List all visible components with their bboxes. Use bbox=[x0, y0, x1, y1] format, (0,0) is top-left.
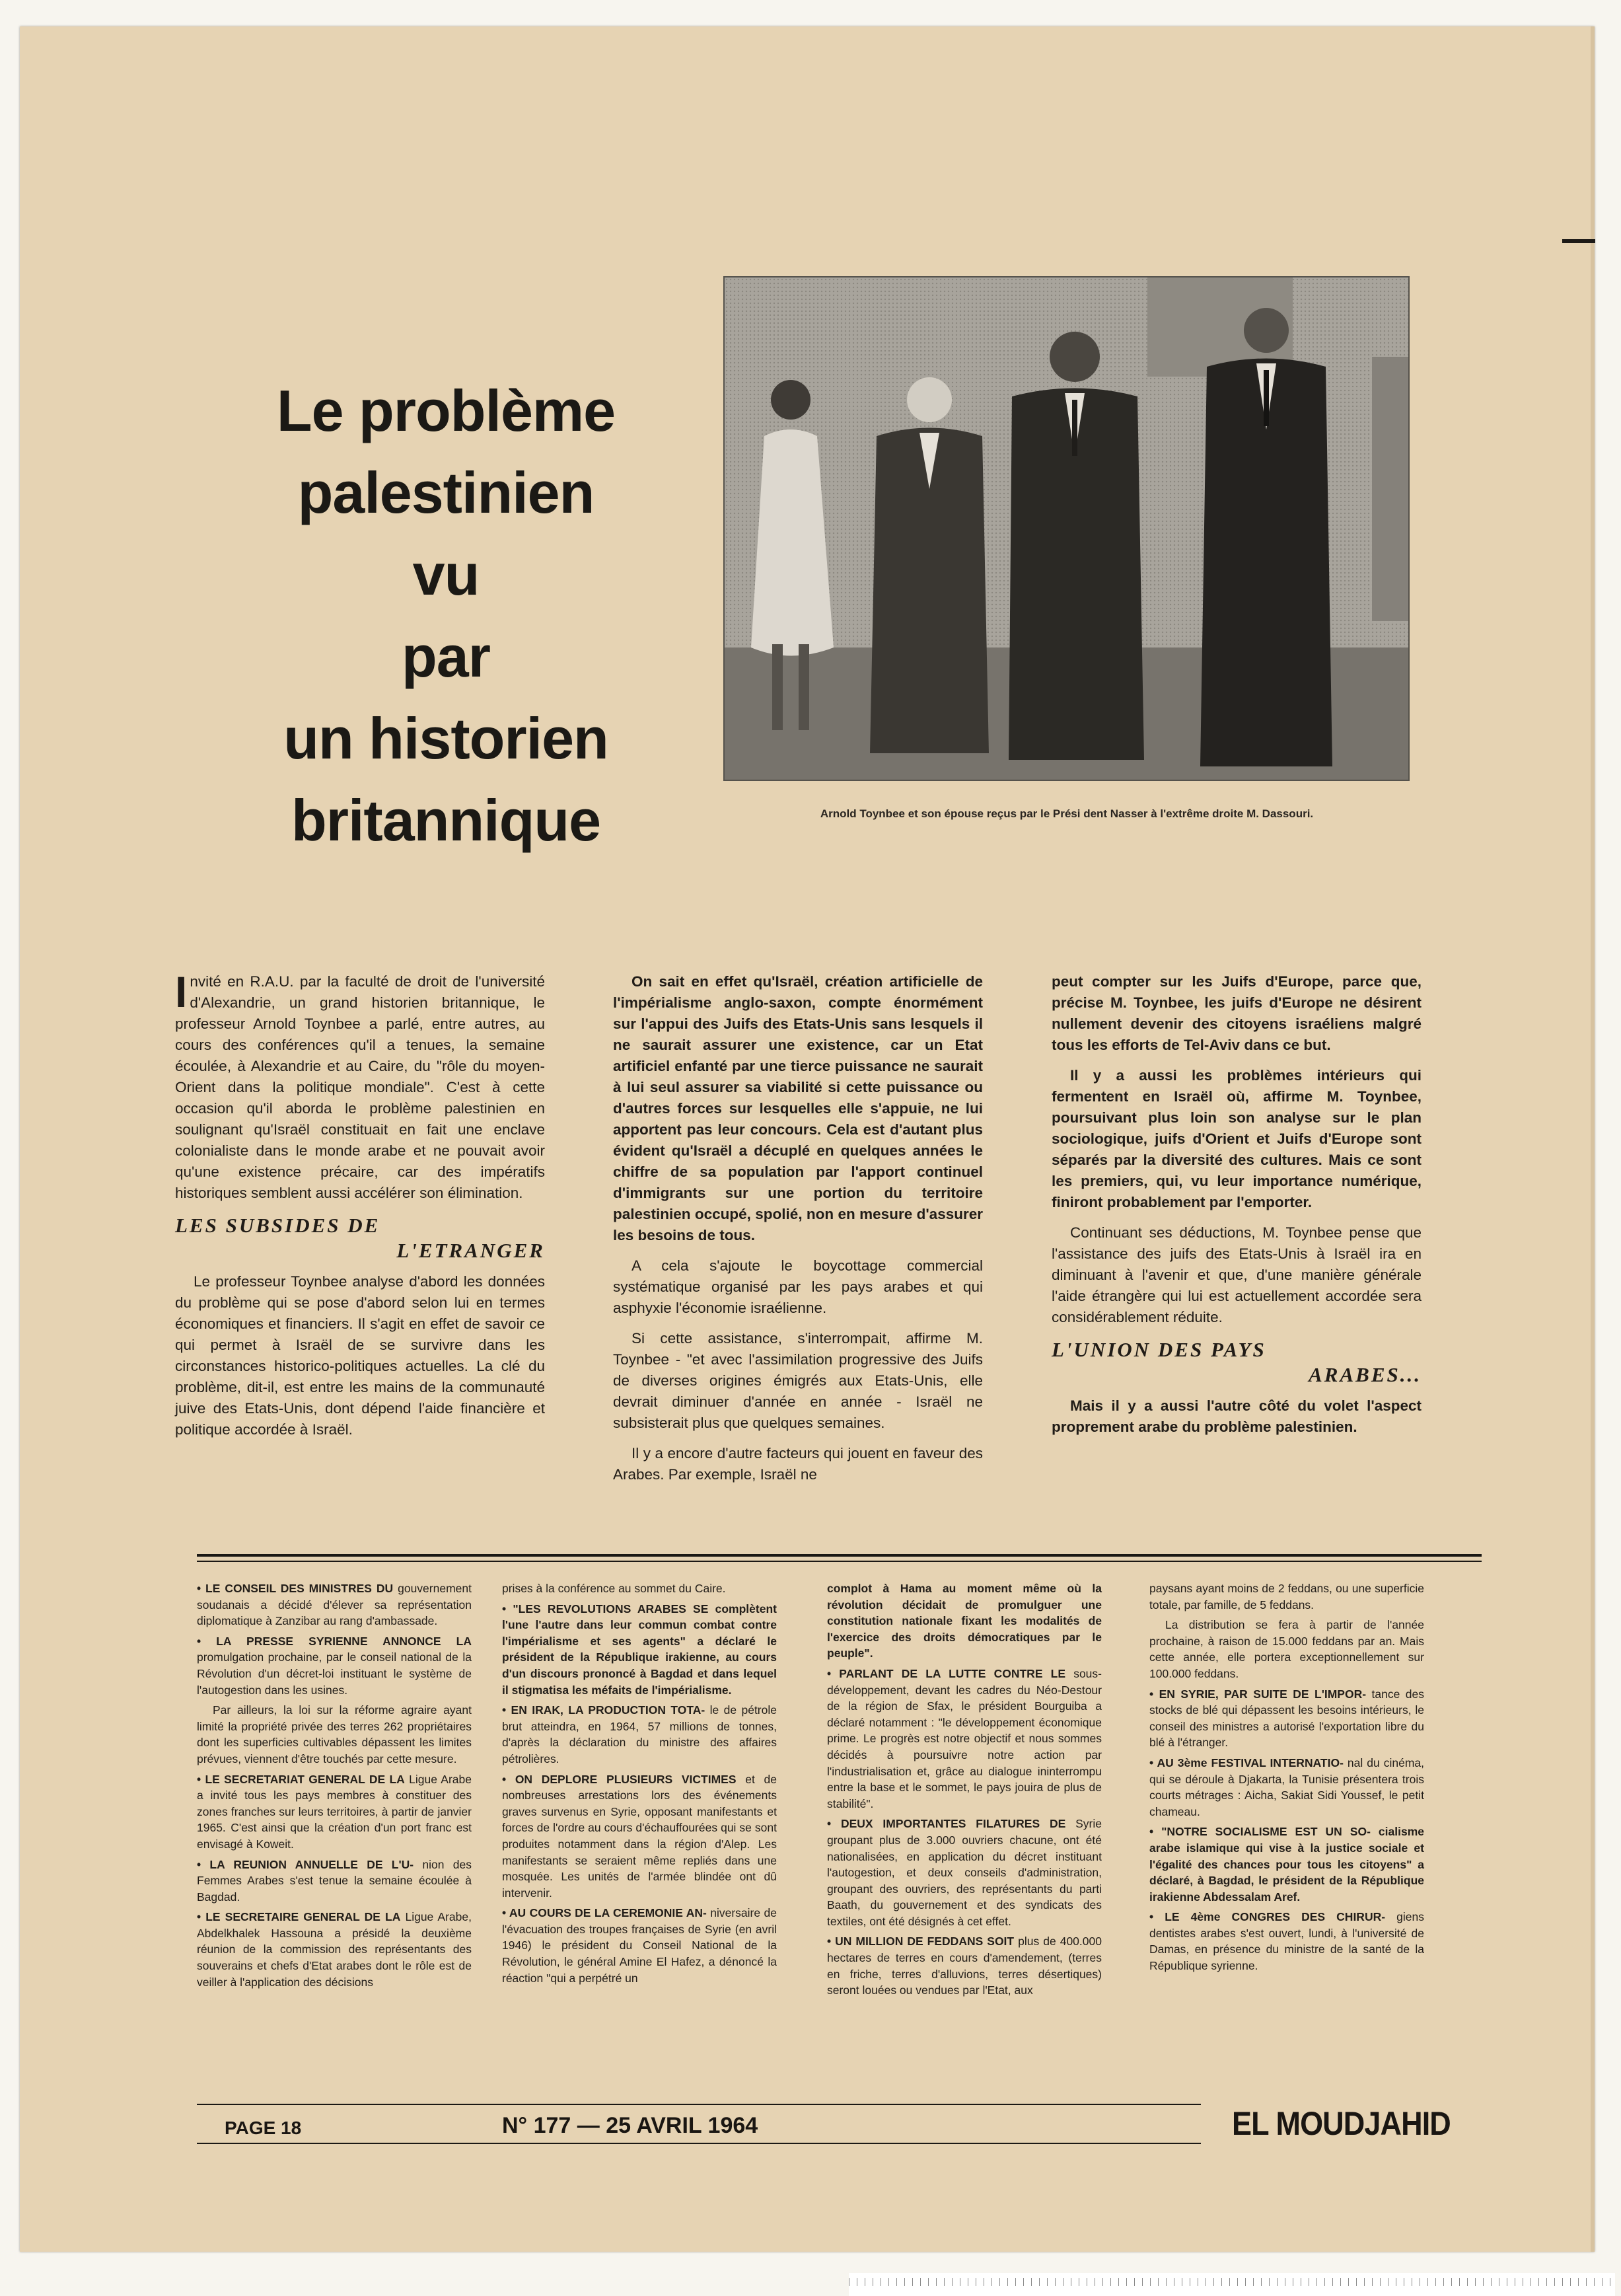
briefs-column-2 bbox=[502, 1580, 777, 1990]
brief-item: • AU 3ème FESTIVAL INTERNATIO- nal du cinéma, qui se déroule à Djakarta, la Tunisie présentera trois courts métrages : Aicha, Sakiat Sidi Youssef, le petit chameau. bbox=[1149, 1756, 1424, 1818]
headline-line: vu bbox=[412, 542, 480, 607]
headline bbox=[261, 370, 631, 862]
brief-item: • UN MILLION DE FEDDANS SOIT plus de 400.000 hectares de terres en cours d'amendement, (terres en friche, terres d'alluvions, terres désertiques) seront louées ou vendues par l'Etat, aux bbox=[827, 1935, 1102, 1997]
article-column-1 bbox=[175, 967, 545, 1450]
drop-cap: I bbox=[175, 967, 188, 1016]
section-subhead: LES SUBSIDES DE L'ETRANGER bbox=[175, 1214, 545, 1262]
footer-rule bbox=[197, 2104, 1201, 2105]
photo-illustration bbox=[725, 278, 1408, 780]
brief-item: • LA REUNION ANNUELLE DE L'U- nion des Femmes Arabes s'est tenue la semaine écoulée à Bagdad. bbox=[197, 1857, 472, 1904]
brief-item: • LA PRESSE SYRIENNE ANNONCE LA promulgation prochaine, par le conseil national de la Révolution d'un décret-loi instituant le système de l'autogestion dans les usines. bbox=[197, 1634, 472, 1697]
scan-ruler-ticks bbox=[849, 2278, 1615, 2286]
newspaper-page bbox=[20, 26, 1595, 2252]
brief-item: • EN SYRIE, PAR SUITE DE L'IMPOR- tance des stocks de blé qui dépassent les besoins intérieurs, le conseil des ministres a autorisé l'exportation libre du blé à l'étranger. bbox=[1149, 1687, 1424, 1750]
article-paragraph: Mais il y a aussi l'autre côté du volet l'aspect proprement arabe du problème palestinien. bbox=[1052, 1397, 1422, 1435]
article-paragraph: Il y a aussi les problèmes intérieurs qui fermentent en Israël où, affirme M. Toynbee, poursuivant plus loin son analyse sur le plan sociologique, juifs d'Orient et Juifs d'Europe sont séparés par la diversité des cultures. Mais ce sont les premiers, qui, vu leur importance numérique, finiront probablement par l'emporter. bbox=[1052, 1067, 1422, 1210]
brief-item: • LE SECRETAIRE GENERAL DE LA Ligue Arabe, Abdelkhalek Hassouna a présidé la deuxième réunion de la commission des représentants des souverains et chefs d'Etat arabes dont le rôle est de veiller à l'application des décisions bbox=[197, 1910, 472, 1989]
brief-item: Par ailleurs, la loi sur la réforme agraire ayant limité la propriété privée des terres 262 propriétaires dont les superficies cultivables dépassent les limites prévues, viennent d'être touchés par cette mesure. bbox=[197, 1703, 472, 1765]
brief-item: • LE 4ème CONGRES DES CHIRUR- giens dentistes arabes s'est ouvert, lundi, à l'université de Damas, en présence du ministre de la santé de la République syrienne. bbox=[1149, 1910, 1424, 1973]
brief-item: • PARLANT DE LA LUTTE CONTRE LE sous-développement, devant les cadres du Néo-Destour de la région de Sfax, le président Bourguiba a déclaré notamment : "le développement économique prime. Le progrès est notre objectif et nous sommes décidés à poursuivre notre action par l'industrialisation et, grâce au dialogue ininterrompu entre la base et le sommet, le pays jouira de plus de stabilité". bbox=[827, 1666, 1102, 1810]
brief-item: • EN IRAK, LA PRODUCTION TOTA- le de pétrole brut atteindra, en 1964, 57 millions de tonnes, d'après la déclaration du ministre des affaires pétrolières. bbox=[502, 1703, 777, 1765]
photo-caption: Arnold Toynbee et son épouse reçus par le Prési dent Nasser à l'extrême droite M. Dassouri. bbox=[820, 807, 1314, 820]
article-paragraph: Invité en R.A.U. par la faculté de droit de l'université d'Alexandrie, un grand historien britannique, le professeur Arnold Toynbee a parlé, entre autres, au cours des conférences qu'il a tenues, la semaine écoulée, à Alexandrie et au Caire, du "rôle du moyen-Orient dans la politique mondiale". C'est à cette occasion qu'il aborda le problème palestinien en soulignant qu'Israël constituait en fait une enclave colonialiste dans le monde arabe et ne pouvait avoir qu'une existence précaire, car des impératifs historiques semblent aussi accélérer son élimination. bbox=[175, 967, 545, 1201]
brief-item: • ON DEPLORE PLUSIEURS VICTIMES et de nombreuses arrestations lors des événements graves survenus en Syrie, opposant manifestants et forces de l'ordre au cours d'échauffourées qui se sont produites notamment dans la région d'Alep. Les manifestants se seraient même repliés dans une mosquée. Les unités de l'armée blindée ont dû intervenir. bbox=[502, 1772, 777, 1900]
brief-item: complot à Hama au moment même où la révolution décidait de promulguer une constitution nationale fixant les modalités de l'exercice des droits démocratiques par le peuple". bbox=[827, 1582, 1102, 1660]
brief-item: prises à la conférence au sommet du Caire. bbox=[502, 1582, 726, 1595]
issue-date: N° 177 — 25 AVRIL 1964 bbox=[502, 2113, 758, 2138]
article-paragraph: Il y a encore d'autre facteurs qui jouent en faveur des Arabes. Par exemple, Israël ne bbox=[613, 1445, 983, 1483]
article-paragraph: Si cette assistance, s'interrompait, affirme M. Toynbee - "et avec l'assimilation progressive des Juifs de diverses origines émigrés aux Etats-Unis, elle devrait diminuer d'année en année - Israël ne subsisterait plus que quelques semaines. bbox=[613, 1330, 983, 1431]
section-divider bbox=[197, 1561, 1482, 1562]
headline-line: palestinien bbox=[297, 460, 594, 525]
article-paragraph: Le professeur Toynbee analyse d'abord les données du problème qui se pose d'abord selon lui en termes économiques et financiers. Il s'agit en effet de savoir ce qui permet à Israël de se survivre dans les circonstances historico-politiques actuelles. La clé du problème, dit-il, est entre les mains de la communauté juive des Etats-Unis, dont dépend l'aide financière et politique accordée à Israël. bbox=[175, 1273, 545, 1438]
footer-rule bbox=[197, 2143, 1201, 2144]
brief-item: paysans ayant moins de 2 feddans, ou une superficie totale, par famille, de 5 feddans. bbox=[1149, 1582, 1424, 1611]
brief-item: • "NOTRE SOCIALISME EST UN SO- cialisme arabe islamique qui vise à la justice sociale et l'égalité des chances pour tous les citoyens" a déclaré, à Bagdad, le président de la République irakienne Abdessalam Aref. bbox=[1149, 1825, 1424, 1904]
article-paragraph: peut compter sur les Juifs d'Europe, parce que, précise M. Toynbee, les juifs d'Europe ne désirent nullement devenir des citoyens israéliens malgré tous les efforts de Tel-Aviv dans ce but. bbox=[1052, 973, 1422, 1053]
page-number: PAGE 18 bbox=[225, 2118, 302, 2138]
article-paragraph: On sait en effet qu'Israël, création artificielle de l'impérialisme anglo-saxon, compte énormément sur l'appui des Juifs des Etats-Unis sans lesquels il ne saurait assurer une existence, car un Etat artificiel enfanté par une tierce puissance ne saurait à lui seul assurer sa viabilité si cette puissance ou d'autres forces sur lesquelles elle s'appuie, ne lui apportent pas leur concours. Cela est d'autant plus évident qu'Israël a décuplé en quelques années le chiffre de sa population par l'apport continuel d'immigrants sur une portion du territoire palestinien occupé, spolié, non en mesure d'assurer les besoins de tous. bbox=[613, 973, 983, 1243]
briefs-column-4 bbox=[1149, 1580, 1424, 1978]
article-column-3 bbox=[1052, 971, 1422, 1447]
article-paragraph: Continuant ses déductions, M. Toynbee pense que l'assistance des juifs des Etats-Unis à Israël ira en diminuant à l'avenir et que, d'une manière générale l'aide étrangère qui lui est actuellement accordée sera considérablement réduite. bbox=[1052, 1224, 1422, 1325]
brief-item: • LE SECRETARIAT GENERAL DE LA Ligue Arabe a invité tous les pays membres à constituer des zones franches sur leurs territoires, à partir de janvier 1965. C'est ainsi que la création d'un port franc est envisagé à Koweit. bbox=[197, 1772, 472, 1851]
headline-line: britannique bbox=[291, 788, 601, 853]
brief-item: • DEUX IMPORTANTES FILATURES DE Syrie groupant plus de 3.000 ouvriers chacune, ont été nationalisées, en application du décret instituant l'autogestion, et deux conseils d'administration, groupant des ouvriers, des représentants du parti Baath, du gouvernement et des syndicats des textiles, ont été désignés à cet effet. bbox=[827, 1817, 1102, 1928]
briefs-column-3 bbox=[827, 1580, 1102, 2003]
brief-item: • "LES REVOLUTIONS ARABES SE complètent l'une l'autre dans leur commun combat contre l'impérialisme et ses agents" a déclaré le président de la République irakienne, au cours d'un discours prononcé à Bagdad et dans lequel il stigmatisa les méfaits de l'impérialisme. bbox=[502, 1602, 777, 1697]
brief-item: La distribution se fera à partir de l'année prochaine, à raison de 15.000 feddans par an. Mais cette année, elle portera exceptionnellement sur 100.000 feddans. bbox=[1149, 1618, 1424, 1680]
headline-line: un historien bbox=[283, 706, 608, 771]
headline-line: par bbox=[402, 624, 490, 689]
margin-mark bbox=[1562, 239, 1595, 243]
briefs-column-1 bbox=[197, 1580, 472, 1994]
brief-item: • LE CONSEIL DES MINISTRES DU gouvernement soudanais a décidé d'élever sa représentation diplomatique à Zanzibar au rang d'ambassade. bbox=[197, 1582, 472, 1628]
masthead: EL MOUDJAHID bbox=[1232, 2105, 1451, 2142]
article-paragraph: A cela s'ajoute le boycottage commercial systématique organisé par les pays arabes et qui asphyxie l'économie israélienne. bbox=[613, 1257, 983, 1316]
section-divider bbox=[197, 1554, 1482, 1557]
brief-item: • AU COURS DE LA CEREMONIE AN- niversaire de l'évacuation des troupes françaises de Syrie (en avril 1946) le président du Conseil National de la Révolution, le général Amine El Hafez, a dénoncé la réaction "qui a perpétré un bbox=[502, 1906, 777, 1985]
headline-line: Le problème bbox=[276, 378, 616, 443]
news-photo bbox=[723, 276, 1410, 781]
article-column-2 bbox=[613, 971, 983, 1495]
section-subhead: L'UNION DES PAYS ARABES... bbox=[1052, 1338, 1422, 1386]
